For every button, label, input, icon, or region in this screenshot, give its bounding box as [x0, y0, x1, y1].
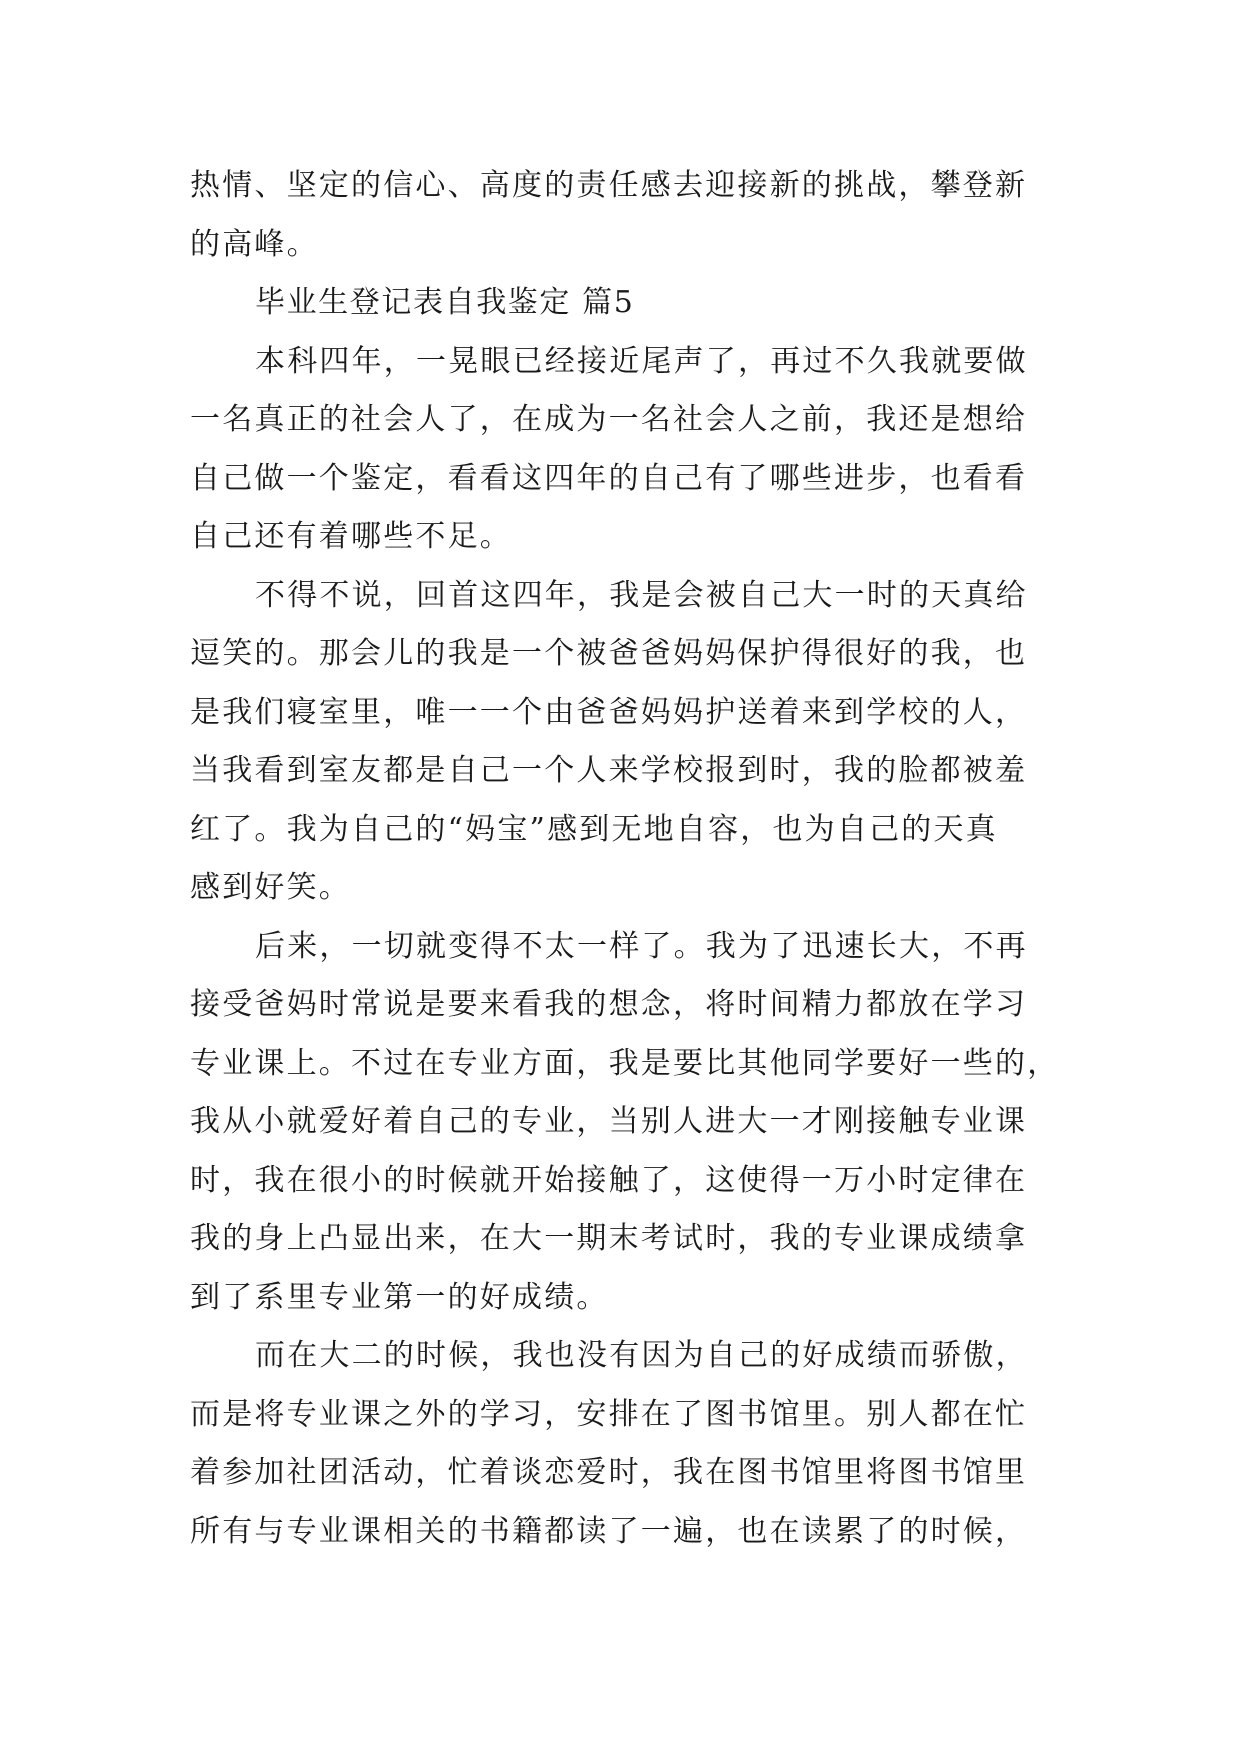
- text-line: 一名真正的社会人了，在成为一名社会人之前，我还是想给: [190, 402, 1028, 437]
- text-line: 当我看到室友都是自己一个人来学校报到时，我的脸都被羞: [190, 753, 1028, 788]
- text-line: 而是将专业课之外的学习，安排在了图书馆里。别人都在忙: [190, 1396, 1028, 1432]
- text-line: 热情、坚定的信心、高度的责任感去迎接新的挑战，攀登新: [190, 168, 1028, 203]
- text-line: 红了。我为自己的“妈宝”感到无地自容，也为自己的天真: [190, 811, 998, 847]
- text-line: 所有与专业课相关的书籍都读了一遍，也在读累了的时候，: [190, 1513, 1028, 1549]
- paragraph-first-line: 本科四年，一晃眼已经接近尾声了，再过不久我就要做: [255, 343, 1028, 379]
- paragraph-first-line: 而在大二的时候，我也没有因为自己的好成绩而骄傲，: [255, 1338, 1028, 1373]
- document-body: [190, 157, 1080, 1561]
- text-line: 自己做一个鉴定，看看这四年的自己有了哪些进步，也看看: [190, 460, 1028, 496]
- text-line: 是我们寝室里，唯一一个由爸爸妈妈护送着来到学校的人，: [190, 694, 1028, 730]
- text-line: 到了系里专业第一的好成绩。: [190, 1279, 609, 1315]
- section-heading: 毕业生登记表自我鉴定 篇5: [255, 285, 635, 320]
- text-line: 感到好笑。: [190, 870, 351, 905]
- text-line: 专业课上。不过在专业方面，我是要比其他同学要好一些的，: [190, 1045, 1060, 1081]
- text-line: 逗笑的。那会儿的我是一个被爸爸妈妈保护得很好的我，也: [190, 636, 1028, 671]
- paragraph-first-line: 后来，一切就变得不太一样了。我为了迅速长大，不再: [255, 928, 1028, 964]
- text-line: 时，我在很小的时候就开始接触了，这使得一万小时定律在: [190, 1162, 1028, 1198]
- text-line: 我从小就爱好着自己的专业，当别人进大一才刚接触专业课: [190, 1104, 1028, 1139]
- paragraph-first-line: 不得不说，回首这四年，我是会被自己大一时的天真给: [255, 577, 1028, 613]
- text-line: 的高峰。: [190, 226, 319, 262]
- text-line: 着参加社团活动，忙着谈恋爱时，我在图书馆里将图书馆里: [190, 1455, 1028, 1490]
- text-line: 自己还有着哪些不足。: [190, 519, 512, 554]
- text-line: 接受爸妈时常说是要来看我的想念，将时间精力都放在学习: [190, 987, 1028, 1022]
- text-line: 我的身上凸显出来，在大一期末考试时，我的专业课成绩拿: [190, 1221, 1028, 1256]
